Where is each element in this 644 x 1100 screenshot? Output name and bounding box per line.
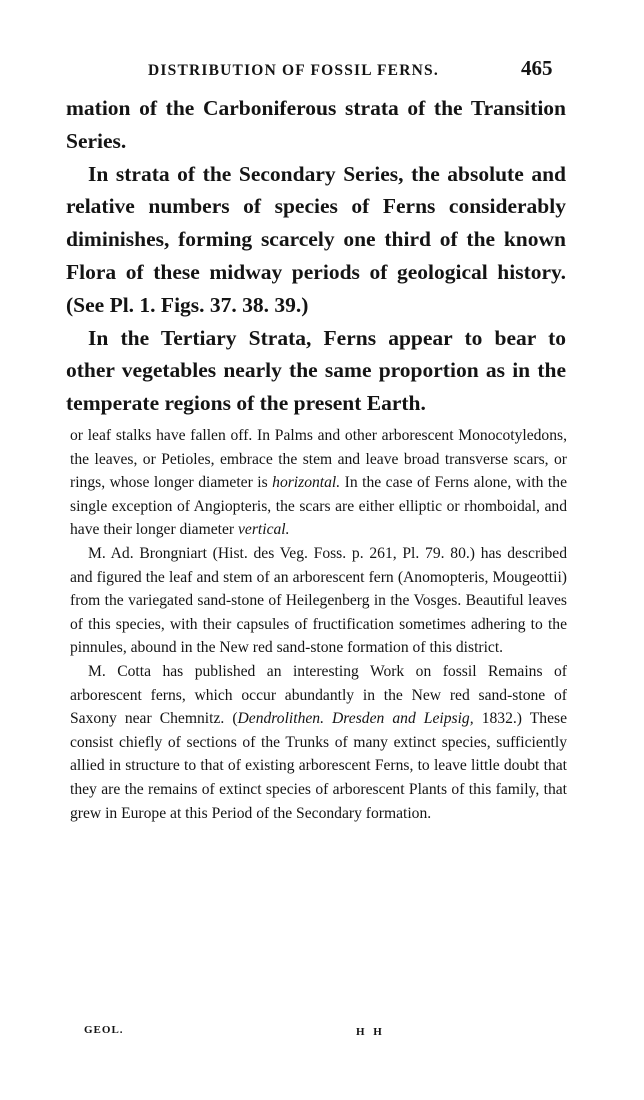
- footnote-text: 1832.) These consist chiefly of sections of the Trunks of many extinct species, sufficiently allied in structure to that of existing arborescent Ferns, to leave little doubt that they are the remains of extinct species of arborescent Plants of this family, that grew in Europe at this Period of the Secondary formation.: [70, 710, 567, 822]
- main-paragraph-continuation: mation of the Carboniferous strata of the Transition Series.: [66, 96, 566, 153]
- footnote-brongniart: M. Ad. Brongniart (Hist. des Veg. Foss. p. 261, Pl. 79. 80.) has described and figured the leaf and stem of an arborescent fern (Anomopteris, Mougeottii) from the variegated sand-stone of Heilegenberg in the Vosges. Beautiful leaves of this species, with their capsules of fructification sometimes adhering to the pinnules, abound in the New red sand-stone formation of this district.: [70, 544, 567, 657]
- footnotes: [70, 424, 567, 825]
- main-text: [66, 92, 566, 420]
- footnote-leaf-scars: [70, 424, 567, 542]
- printer-signature-geol: GEOL.: [84, 1024, 124, 1036]
- main-paragraph-tertiary-strata: In the Tertiary Strata, Ferns appear to bear to other vegetables nearly the same proportion as in the temperate regions of the present Earth.: [66, 325, 566, 416]
- page-number: 465: [521, 56, 553, 80]
- main-paragraph-secondary-series: In strata of the Secondary Series, the absolute and relative numbers of species of Ferns considerably diminishes, forming scarcely one third of the known Flora of these midway periods of geological history. (See Pl. 1. Figs. 37. 38. 39.): [66, 161, 566, 317]
- footnote-text: or leaf stalks have fallen off. In Palms and other arborescent Monocotyledons, the leaves, or Petioles, embrace the stem and leave broad transverse scars, or rings, whose longer diameter is: [70, 427, 567, 492]
- footnote-text: In the case of Ferns alone, with the single exception of Angiopteris, the scars are either elliptic or rhomboidal, and have their longer diameter: [70, 474, 567, 539]
- footnote-cotta: [70, 660, 567, 825]
- footnote-italic-text: vertical.: [238, 521, 290, 539]
- footnote-text: M. Cotta has published an interesting Work on fossil Remains of arborescent ferns, which occur abundantly in the New red sand-stone of Saxony near Chemnitz. (: [70, 662, 567, 728]
- footnote-italic-text: Dendrolithen. Dresden and Leipsig,: [237, 710, 474, 728]
- running-head: DISTRIBUTION OF FOSSIL FERNS.: [148, 62, 439, 79]
- footnote-italic-text: horizontal.: [272, 474, 341, 492]
- printer-signature-mark: H H: [356, 1026, 385, 1038]
